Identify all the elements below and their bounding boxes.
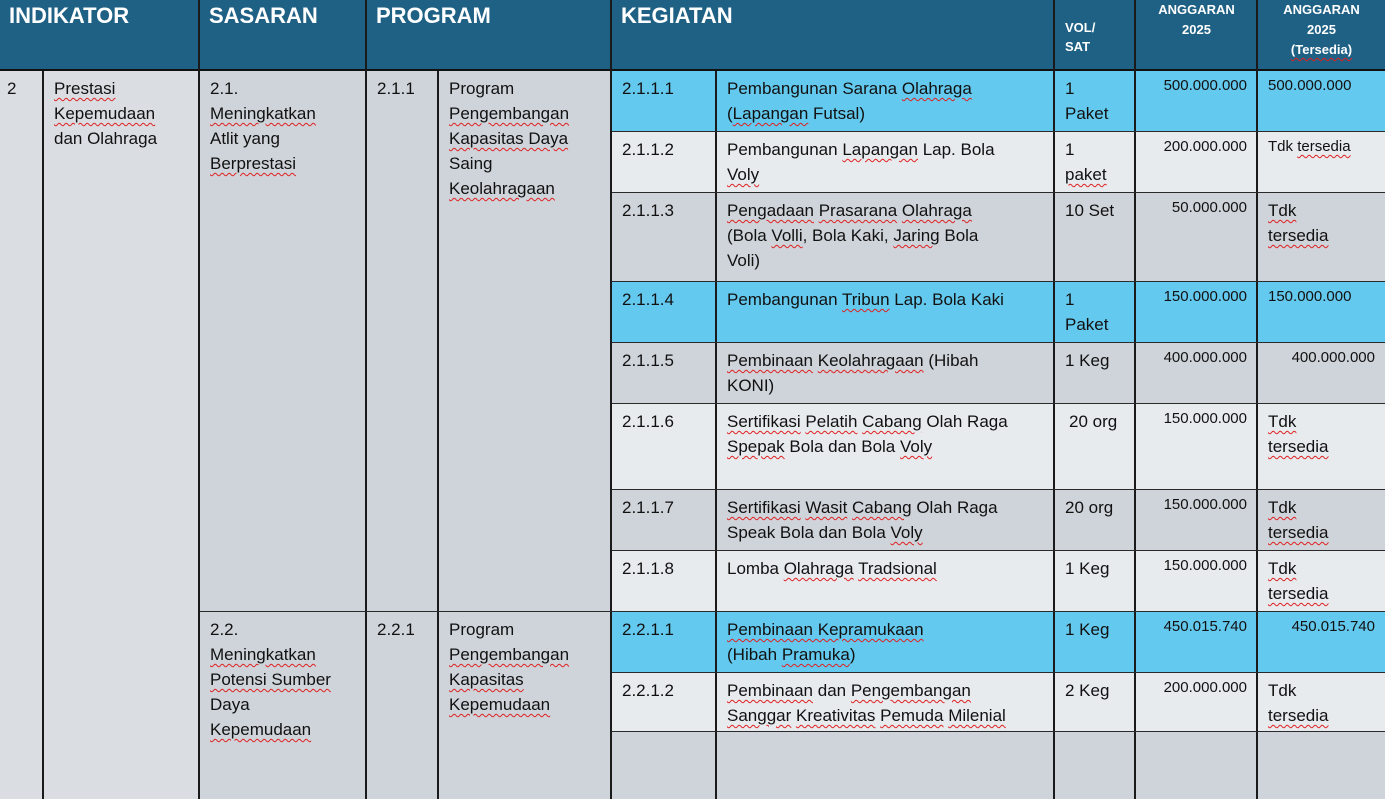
- sasaran-2-1: [200, 71, 366, 611]
- empty-cell: [1055, 732, 1135, 799]
- row-anggaran: 150.000.000: [1136, 282, 1257, 342]
- grid-line: [200, 611, 1385, 612]
- program-2-1-1: [439, 71, 611, 611]
- header-indikator: INDIKATOR: [0, 0, 199, 69]
- sasaran-line: 2.1.: [210, 79, 239, 98]
- row-anggaran: 200.000.000: [1136, 673, 1257, 731]
- grid-line: [437, 71, 439, 799]
- grid-line: [612, 342, 1385, 343]
- program-line: Kapasitas Daya: [449, 129, 569, 148]
- row-anggaran: 150.000.000: [1136, 404, 1257, 489]
- row-vol: 2 Keg: [1055, 673, 1135, 731]
- row-code: 2.2.1.2: [612, 673, 716, 731]
- row-anggaran: 200.000.000: [1136, 132, 1257, 192]
- program-line: Kepemudaan: [449, 695, 551, 714]
- program-line: Program: [449, 620, 515, 639]
- empty-cell: [1136, 732, 1257, 799]
- row-tersedia: Tdk tersedia: [1258, 551, 1385, 611]
- program-line: Kapasitas: [449, 670, 524, 689]
- program-line: Keolahragaan: [449, 179, 555, 198]
- row-vol: 1 Paket: [1055, 282, 1135, 342]
- row-kegiatan: Sertifikasi Pelatih Cabang Olah Raga Spepak Bola dan Bola Voly: [717, 404, 1054, 489]
- program-code-2-2-1: 2.2.1: [367, 612, 438, 799]
- row-tersedia: 500.000.000: [1258, 71, 1385, 131]
- sasaran-line: Meningkatkan: [210, 645, 316, 664]
- header-anggaran: ANGGARAN 2025: [1136, 0, 1257, 69]
- row-tersedia: Tdk tersedia: [1258, 490, 1385, 550]
- empty-cell: [612, 732, 716, 799]
- indikator-line: Prestasi: [54, 79, 116, 98]
- indikator-name: [44, 71, 199, 799]
- header-program: PROGRAM: [367, 0, 611, 69]
- grid-line: [612, 489, 1385, 490]
- row-vol: 20 org: [1055, 404, 1135, 489]
- row-kegiatan: Pembinaan Kepramukaan (Hibah Pramuka): [717, 612, 1054, 672]
- row-kegiatan: Pengadaan Prasarana Olahraga (Bola Volli, Bola Kaki, Jaring Bola Voli): [717, 193, 1054, 281]
- grid-line: [612, 672, 1385, 673]
- program-2-2-1: [439, 612, 611, 799]
- row-code: 2.1.1.8: [612, 551, 716, 611]
- grid-line: [610, 0, 612, 799]
- grid-line: [42, 71, 44, 799]
- empty-cell: [717, 732, 1054, 799]
- row-kegiatan: Pembinaan dan Pengembangan Sanggar Kreativitas Pemuda Milenial: [717, 673, 1054, 731]
- row-tersedia: 400.000.000: [1258, 343, 1385, 403]
- indikator-line: Kepemudaan: [54, 104, 156, 123]
- header-kegiatan: KEGIATAN: [612, 0, 1054, 69]
- row-vol: 10 Set: [1055, 193, 1135, 281]
- row-tersedia: Tdk tersedia: [1258, 404, 1385, 489]
- row-kegiatan: Sertifikasi Wasit Cabang Olah Raga Speak Bola dan Bola Voly: [717, 490, 1054, 550]
- row-anggaran: 50.000.000: [1136, 193, 1257, 281]
- program-line: Pengembangan: [449, 645, 570, 664]
- grid-line: [715, 71, 717, 799]
- header-tersedia-note: (Tersedia): [1290, 42, 1353, 57]
- row-tersedia: Tdk tersedia: [1258, 193, 1385, 281]
- program-line: Program: [449, 79, 515, 98]
- grid-line: [365, 0, 367, 799]
- row-code: 2.1.1.1: [612, 71, 716, 131]
- row-anggaran: 450.015.740: [1136, 612, 1257, 672]
- row-code: 2.1.1.4: [612, 282, 716, 342]
- sasaran-line: Atlit yang: [210, 129, 280, 148]
- empty-cell: [1258, 732, 1385, 799]
- row-kegiatan: Lomba Olahraga Tradsional: [717, 551, 1054, 611]
- row-anggaran: 500.000.000: [1136, 71, 1257, 131]
- row-kegiatan: Pembinaan Keolahragaan (Hibah KONI): [717, 343, 1054, 403]
- row-tersedia: Tdk tersedia: [1258, 132, 1385, 192]
- sasaran-line: Daya: [210, 695, 250, 714]
- row-code: 2.1.1.5: [612, 343, 716, 403]
- row-code: 2.2.1.1: [612, 612, 716, 672]
- row-vol: 1 paket: [1055, 132, 1135, 192]
- program-line: Saing: [449, 154, 493, 173]
- sasaran-line: Meningkatkan: [210, 104, 316, 123]
- row-kegiatan: Pembangunan Lapangan Lap. Bola Voly: [717, 132, 1054, 192]
- row-vol: 1 Keg: [1055, 612, 1135, 672]
- sasaran-line: Berprestasi: [210, 154, 296, 173]
- row-vol: 1 Keg: [1055, 343, 1135, 403]
- row-code: 2.1.1.3: [612, 193, 716, 281]
- row-anggaran: 150.000.000: [1136, 551, 1257, 611]
- row-anggaran: 150.000.000: [1136, 490, 1257, 550]
- row-code: 2.1.1.6: [612, 404, 716, 489]
- header-anggaran-tersedia-label: ANGGARAN 2025: [1283, 2, 1360, 37]
- header-sasaran: SASARAN: [200, 0, 366, 69]
- sasaran-line: Kepemudaan: [210, 720, 312, 739]
- row-kegiatan: Pembangunan Sarana Olahraga (Lapangan Futsal): [717, 71, 1054, 131]
- grid-line: [612, 192, 1385, 193]
- grid-line: [612, 281, 1385, 282]
- indikator-number: 2: [0, 71, 43, 799]
- row-vol: 20 org: [1055, 490, 1135, 550]
- row-anggaran: 400.000.000: [1136, 343, 1257, 403]
- row-code: 2.1.1.7: [612, 490, 716, 550]
- grid-line: [612, 731, 1385, 732]
- program-code-2-1-1: 2.1.1: [367, 71, 438, 611]
- grid-line: [198, 0, 200, 799]
- sasaran-2-2: [200, 612, 366, 799]
- row-tersedia: Tdk tersedia: [1258, 673, 1385, 731]
- program-line: Pengembangan: [449, 104, 570, 123]
- row-tersedia: 450.015.740: [1258, 612, 1385, 672]
- row-code: 2.1.1.2: [612, 132, 716, 192]
- sasaran-line: 2.2.: [210, 620, 239, 639]
- sasaran-line: Potensi Sumber: [210, 670, 331, 689]
- row-tersedia: 150.000.000: [1258, 282, 1385, 342]
- row-vol: 1 Paket: [1055, 71, 1135, 131]
- grid-line: [1053, 0, 1055, 799]
- header-vol-sat: VOL/ SAT: [1055, 0, 1135, 69]
- header-bottom-border: [0, 69, 1385, 71]
- grid-line: [1256, 0, 1258, 799]
- grid-line: [612, 131, 1385, 132]
- indikator-line: dan Olahraga: [54, 129, 158, 148]
- grid-line: [612, 403, 1385, 404]
- row-kegiatan: Pembangunan Tribun Lap. Bola Kaki: [717, 282, 1054, 342]
- grid-line: [612, 550, 1385, 551]
- header-anggaran-tersedia: [1258, 0, 1385, 69]
- row-vol: 1 Keg: [1055, 551, 1135, 611]
- grid-line: [1134, 0, 1136, 799]
